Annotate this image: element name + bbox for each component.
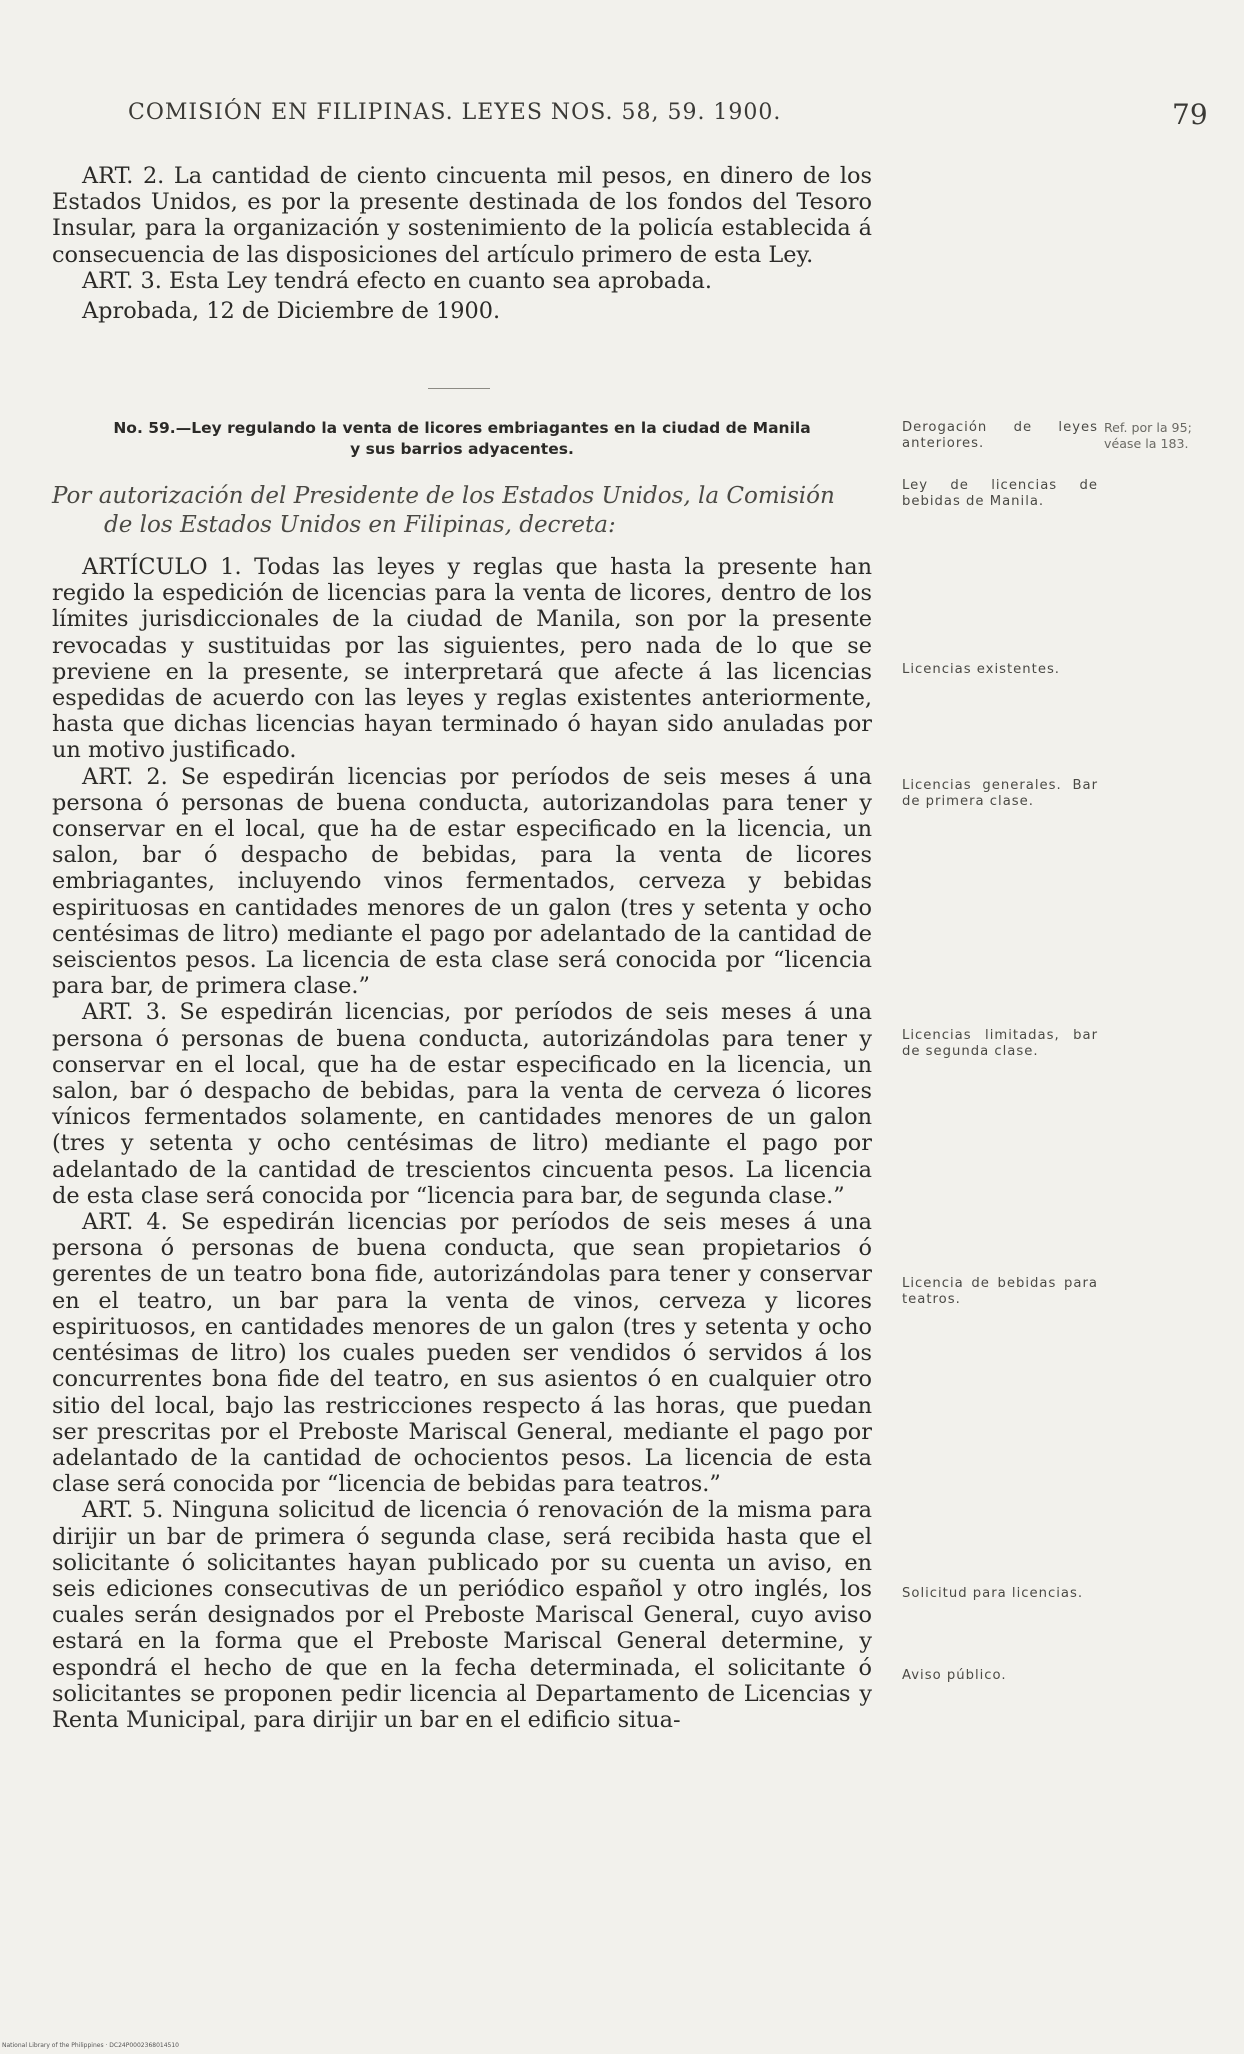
enacting-clause-line-2: de los Estados Unidos en Filipinas, decreta: bbox=[104, 512, 616, 538]
top-section bbox=[52, 163, 872, 324]
enacting-clause-line-1: Por autorización del Presidente de los Estados Unidos, la Comisión bbox=[52, 483, 835, 509]
margin-note-derogacion: Derogación de leyes anteriores. bbox=[902, 420, 1098, 451]
article-4: ART. 4. Se espedirán licencias por períodos de seis meses á una persona ó personas de buena conducta, que sean propietarios ó gerentes de un teatro bona fide, autorizándolas para tener y conservar en el teatro, un bar para la venta de vinos, cerveza y licores espirituosos, en cantidades menores de un galon (tres y setenta y ocho centésimas de litro) los cuales pueden ser vendidos ó servidos á los concurrentes bona fide del teatro, en sus asientos ó en cualquier otro sitio del local, bajo las restricciones respecto á las horas, que puedan ser prescritas por el Preboste Mariscal General, mediante el pago por adelantado de la cantidad de ochocientos pesos. La licencia de esta clase será conocida por “licencia de bebidas para teatros.” bbox=[52, 1209, 872, 1498]
law-body bbox=[52, 554, 872, 1733]
law-title bbox=[52, 418, 872, 460]
article-5: ART. 5. Ninguna solicitud de licencia ó renovación de la misma para dirijir un bar de primera ó segunda clase, será recibida hasta que el solicitante ó solicitantes hayan publicado por su cuenta un aviso, en seis ediciones consecutivas de un periódico español y otro inglés, los cuales serán designados por el Preboste Mariscal General, cuyo aviso estará en la forma que el Preboste Mariscal General determine, y espondrá el hecho de que en la fecha determinada, el solicitante ó solicitantes se proponen pedir licencia al Departamento de Licencias y Renta Municipal, para dirijir un bar en el edificio situa- bbox=[52, 1497, 872, 1733]
page-number: 79 bbox=[1172, 98, 1208, 131]
law-title-line-1: No. 59.—Ley regulando la venta de licores embriagantes en la ciudad de Manila bbox=[113, 419, 811, 437]
running-header: COMISIÓN EN FILIPINAS. LEYES NOS. 58, 59. 1900. bbox=[128, 100, 782, 125]
margin-note-existentes: Licencias existentes. bbox=[902, 662, 1061, 677]
margin-note-teatros: Licencia de bebidas para teatros. bbox=[902, 1276, 1098, 1307]
margin-note-solicitud: Solicitud para licencias. bbox=[902, 1586, 1084, 1601]
margin-note-aviso: Aviso público. bbox=[902, 1668, 1007, 1683]
article-2-previous-law: ART. 2. La cantidad de ciento cincuenta mil pesos, en dinero de los Estados Unidos, es por la presente destinada de los fondos del Tesoro Insular, para la organización y sostenimiento de la policía establecida á consecuencia de las disposiciones del artículo primero de esta Ley. bbox=[52, 163, 872, 268]
article-3: ART. 3. Se espedirán licencias, por períodos de seis meses á una persona ó personas de buena conducta, autorizándolas para tener y conservar en el local, que ha de estar especificado en la licencia, un salon, bar ó despacho de bebidas, para la venta de cerveza ó licores vínicos fermentados solamente, en cantidades menores de un galon (tres y setenta y ocho centésimas de litro) mediante el pago por adelantado de la cantidad de trescientos cincuenta pesos. La licencia de esta clase será conocida por “licencia para bar, de segunda clase.” bbox=[52, 999, 872, 1209]
enacting-clause bbox=[52, 482, 872, 540]
approval-date: Aprobada, 12 de Diciembre de 1900. bbox=[82, 298, 501, 325]
footer-credit: National Library of the Philippines · DC24P0002368014510 bbox=[2, 2042, 179, 2049]
article-3-previous-law: ART. 3. Esta Ley tendrá efecto en cuanto sea aprobada. bbox=[82, 267, 712, 294]
article-1: ARTÍCULO 1. Todas las leyes y reglas que hasta la presente han regido la espedición de licencias para la venta de licores, dentro de los límites jurisdiccionales de la ciudad de Manila, son por la presente revocadas y sustituidas por las siguientes, pero nada de lo que se previene en la presente, se interpretará que afecte á las licencias espedidas de acuerdo con las leyes y reglas existentes anteriormente, hasta que dichas licencias hayan terminado ó hayan sido anuladas por un motivo justificado. bbox=[52, 554, 872, 764]
section-divider bbox=[428, 388, 490, 389]
law-title-line-2: y sus barrios adyacentes. bbox=[350, 440, 574, 458]
margin-note-reference: Ref. por la 95; véase la 183. bbox=[1104, 420, 1192, 451]
margin-note-limitadas: Licencias limitadas, bar de segunda clase. bbox=[902, 1028, 1098, 1059]
article-2: ART. 2. Se espedirán licencias por períodos de seis meses á una persona ó personas de buena conducta, autorizandolas para tener y conservar en el local, que ha de estar especificado en la licencia, un salon, bar ó despacho de bebidas, para la venta de licores embriagantes, incluyendo vinos fermentados, cerveza y bebidas espirituosas en cantidades menores de un galon (tres y setenta y ocho centésimas de litro) mediante el pago por adelantado de la cantidad de seiscientos pesos. La licencia de esta clase será conocida por “licencia para bar, de primera clase.” bbox=[52, 763, 872, 1000]
margin-note-ley-licencias: Ley de licencias de bebidas de Manila. bbox=[902, 478, 1098, 509]
margin-note-generales: Licencias generales. Bar de primera clase. bbox=[902, 778, 1098, 809]
